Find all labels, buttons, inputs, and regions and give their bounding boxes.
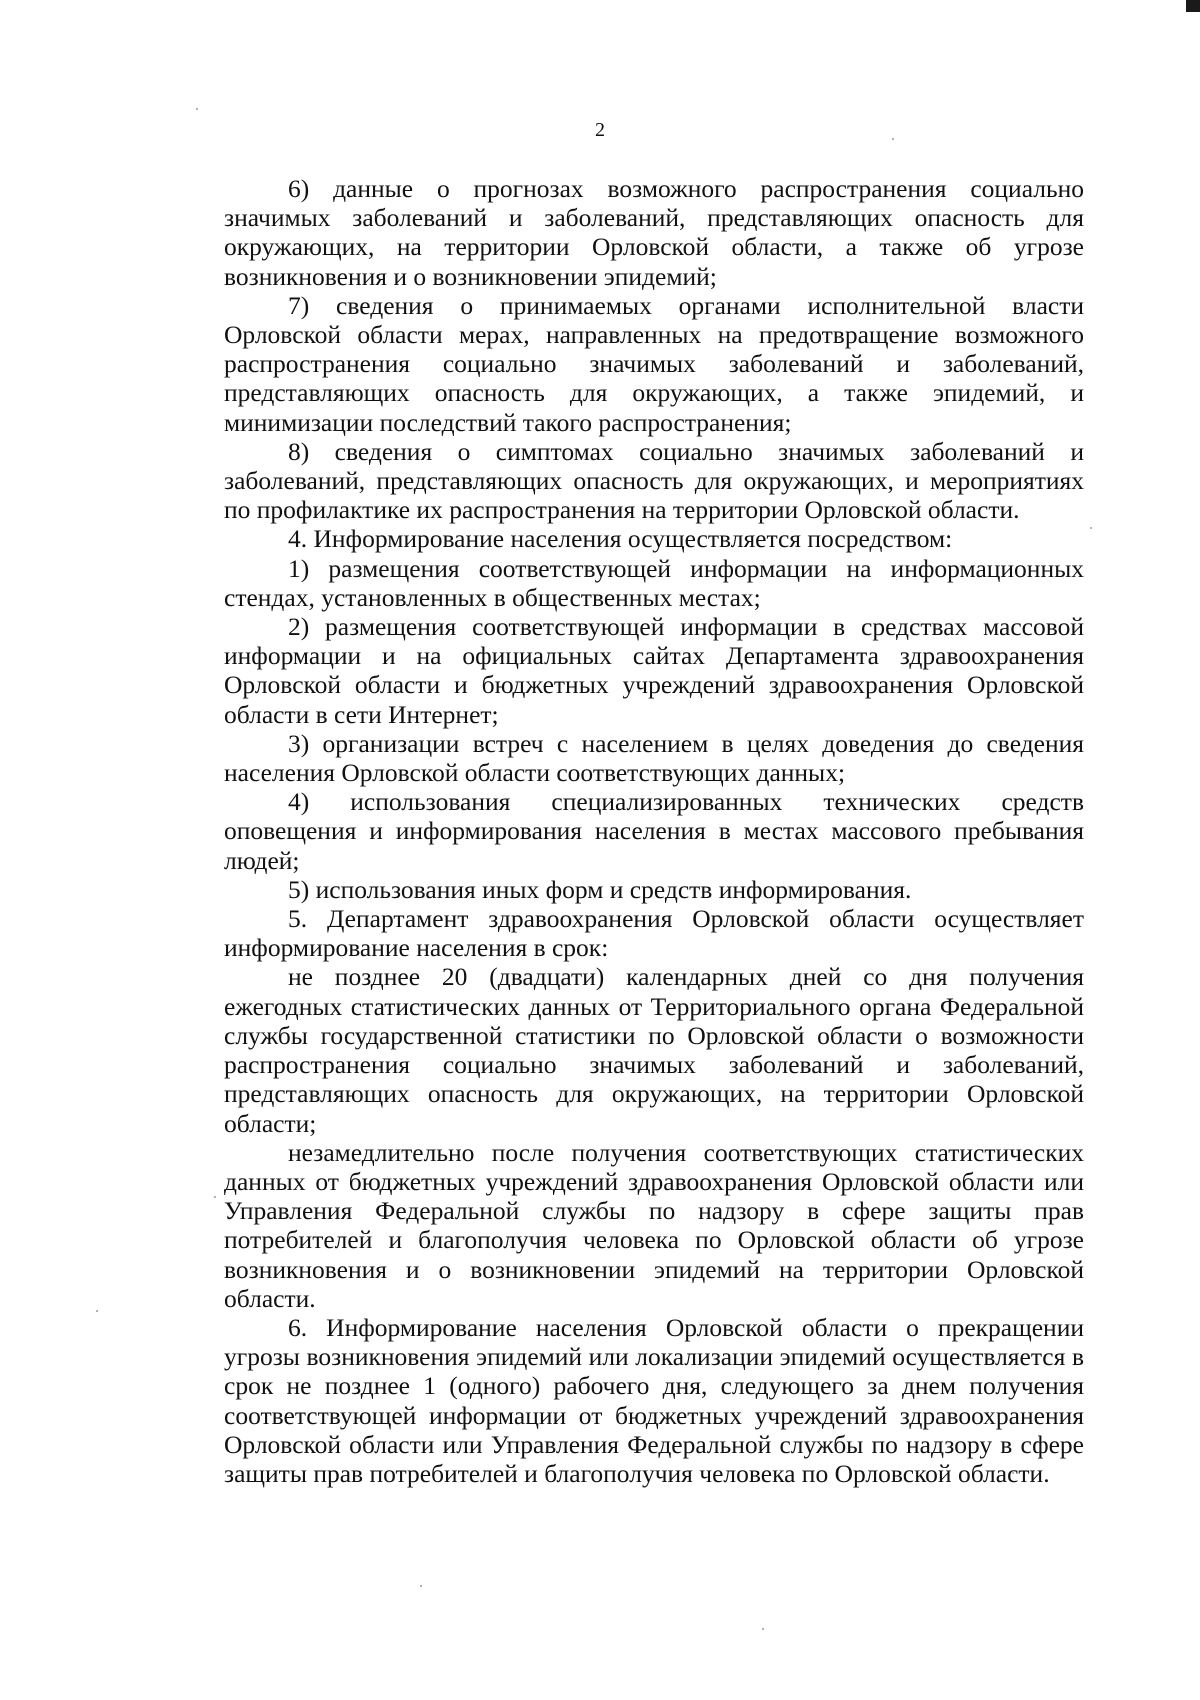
paragraph: 3) организации встреч с населением в целях доведения до сведения населения Орловской области соответствующих данных; xyxy=(224,728,1084,788)
scan-speck xyxy=(96,1310,98,1312)
scan-speck xyxy=(196,108,198,110)
paragraph: 7) сведения о принимаемых органами исполнительной власти Орловской области мерах, направленных на предотвращение возможного распространения социально значимых заболеваний и заболеваний, представляющих опасность для окружающих, а также эпидемий, и минимизации последствий такого распространения; xyxy=(224,290,1084,437)
paragraph: 2) размещения соответствующей информации в средствах массовой информации и на официальных сайтах Департамента здравоохранения Орловской области и бюджетных учреждений здравоохранения Орловской области в сети Интернет; xyxy=(224,612,1084,729)
scan-speck xyxy=(1090,527,1092,529)
paragraph: 4. Информирование населения осуществляется посредством: xyxy=(288,524,953,554)
document-body xyxy=(224,174,1084,1488)
scan-speck xyxy=(762,1628,764,1630)
scan-speck xyxy=(420,1585,422,1587)
page-number: 2 xyxy=(595,119,605,141)
paragraph: незамедлительно после получения соответствующих статистических данных от бюджетных учреждений здравоохранения Орловской области или Управления Федеральной службы по надзору в сфере защиты прав потребителей и благополучия человека по Орловской области об угрозе возникновения и о возникновении эпидемий на территории Орловской области. xyxy=(224,1137,1084,1313)
paragraph: 6. Информирование населения Орловской области о прекращении угрозы возникновения эпидемий или локализации эпидемий осуществляется в срок не позднее 1 (одного) рабочего дня, следующего за днем получения соответствующей информации от бюджетных учреждений здравоохранения Орловской области или Управления Федеральной службы по надзору в сфере защиты прав потребителей и благополучия человека по Орловской области. xyxy=(224,1312,1084,1488)
scan-speck xyxy=(214,1196,216,1198)
paragraph: 6) данные о прогнозах возможного распространения социально значимых заболеваний и заболеваний, представляющих опасность для окружающих, на территории Орловской области, а также об угрозе возникновения и о возникновении эпидемий; xyxy=(224,174,1084,291)
scan-edge-mark xyxy=(1186,0,1200,12)
paragraph: 5) использования иных форм и средств информирования. xyxy=(288,874,912,904)
paragraph: 4) использования специализированных технических средств оповещения и информирования населения в местах массового пребывания людей; xyxy=(224,787,1084,875)
paragraph: 1) размещения соответствующей информации на информационных стендах, установленных в общественных местах; xyxy=(224,553,1084,612)
paragraph: 5. Департамент здравоохранения Орловской области осуществляет информирование населения в срок: xyxy=(224,904,1084,963)
paragraph: не позднее 20 (двадцати) календарных дней со дня получения ежегодных статистических данных от Территориального органа Федеральной службы государственной статистики по Орловской области о возможности распространения социально значимых заболеваний и заболеваний, представляющих опасность для окружающих, на территории Орловской области; xyxy=(224,962,1084,1138)
paragraph: 8) сведения о симптомах социально значимых заболеваний и заболеваний, представляющих опасность для окружающих, и мероприятиях по профилактике их распространения на территории Орловской области. xyxy=(224,436,1084,525)
